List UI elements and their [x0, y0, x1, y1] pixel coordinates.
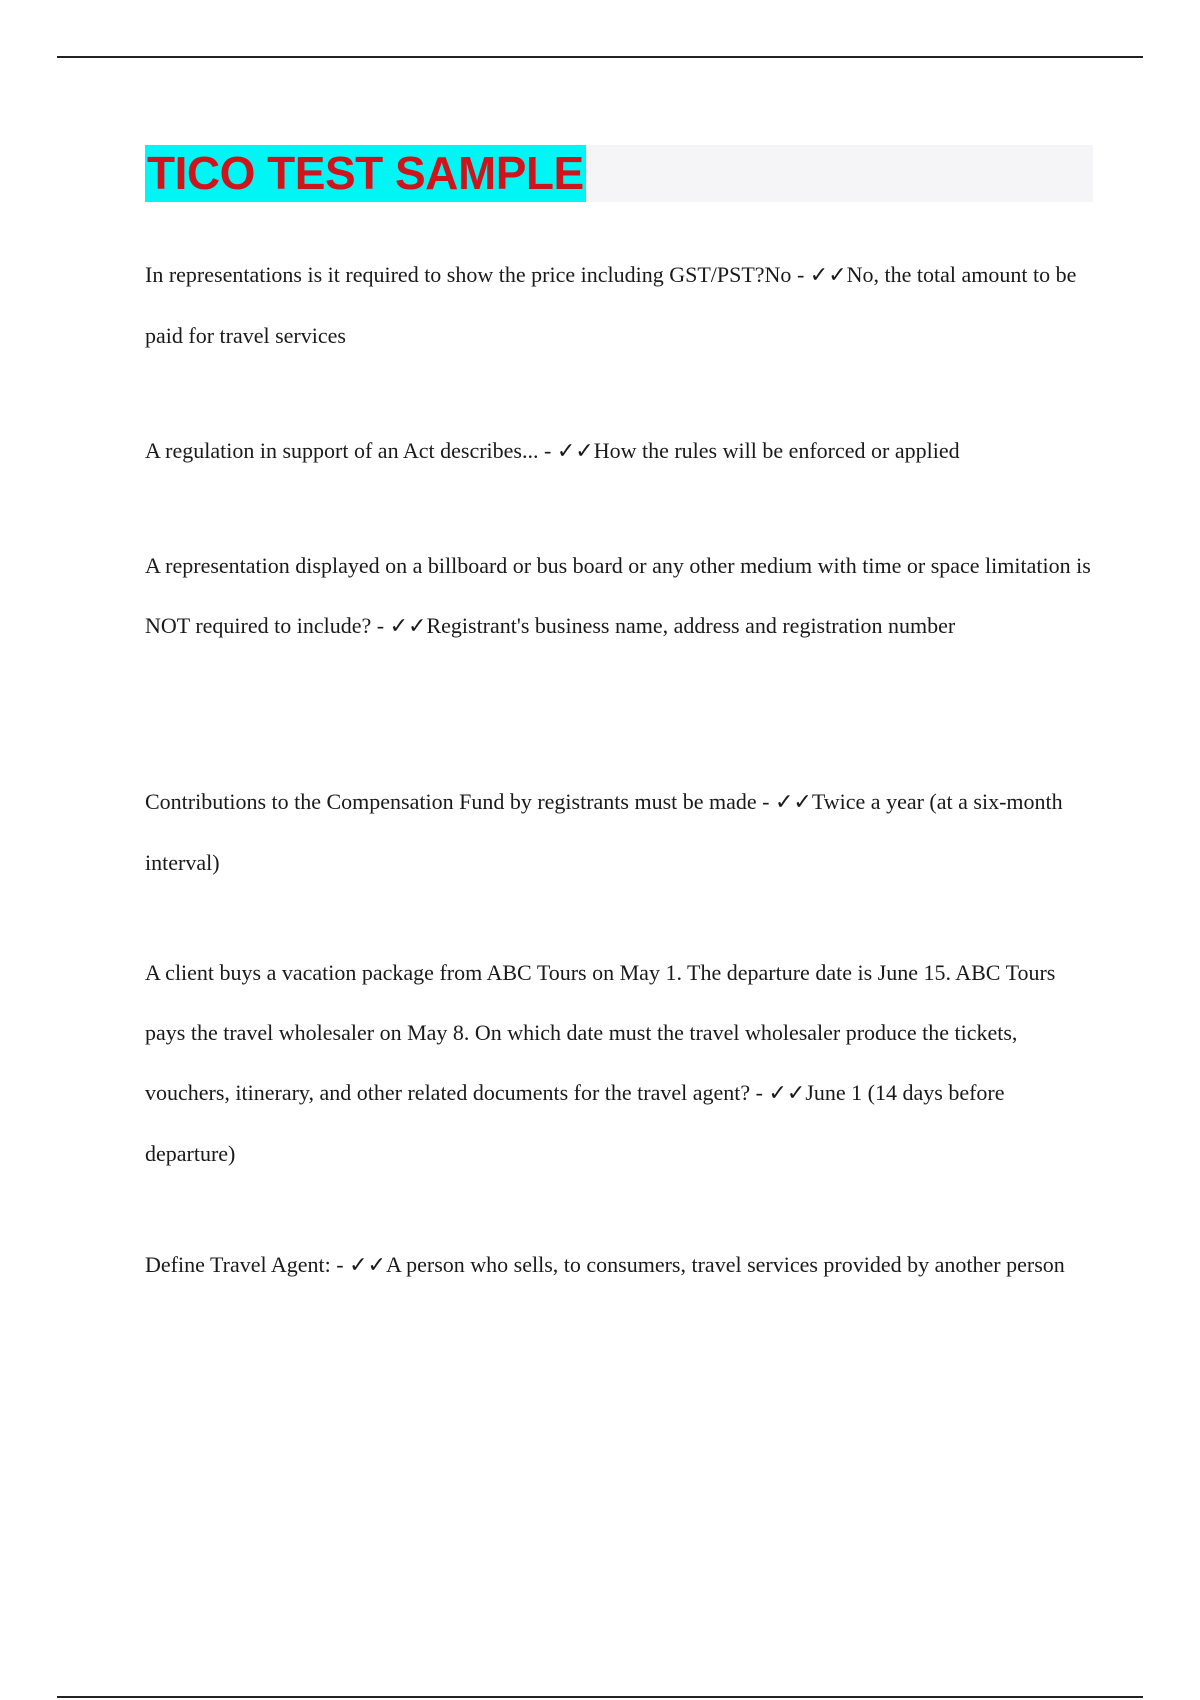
question-text: A client buys a vacation package from ABC Tours on May 1. The departure date is June 15. ABC Tours pays the travel wholesaler on May 8. On which date must the travel wholesaler produce the tickets, vouchers, itinerary, and other related documents for the travel agent?	[145, 960, 1056, 1105]
separator: -	[756, 789, 775, 814]
question-text: Contributions to the Compensation Fund by registrants must be made	[145, 789, 757, 814]
answer-text: How the rules will be enforced or applied	[593, 438, 960, 463]
qa-item-6	[145, 1235, 1100, 1296]
check-icon: ✓✓	[556, 439, 594, 464]
qa-item-1	[145, 245, 1100, 366]
top-rule	[57, 56, 1143, 58]
check-icon: ✓✓	[349, 1253, 386, 1278]
question-text: A regulation in support of an Act describes...	[145, 438, 539, 463]
title-band	[145, 145, 1093, 202]
separator: -	[750, 1080, 769, 1105]
check-icon: ✓✓	[809, 263, 847, 288]
answer-text: No, the total amount to be paid for travel services	[145, 262, 1077, 348]
answer-text: A person who sells, to consumers, travel services provided by another person	[385, 1252, 1065, 1277]
qa-item-2	[145, 421, 1100, 482]
qa-item-3	[145, 536, 1100, 657]
qa-item-4	[145, 772, 1100, 893]
answer-text: Registrant's business name, address and registration number	[426, 613, 956, 638]
question-text: In representations is it required to show the price including GST/PST?No	[145, 262, 792, 287]
separator: -	[791, 262, 810, 287]
separator: -	[330, 1252, 350, 1277]
question-text: A representation displayed on a billboard or bus board or any other medium with time or space limitation is NOT required to include?	[145, 553, 1091, 638]
check-icon: ✓✓	[768, 1081, 806, 1106]
separator: -	[371, 613, 390, 638]
separator: -	[538, 438, 557, 463]
page-title: TICO TEST SAMPLE	[145, 145, 586, 202]
answer-text: Twice a year (at a six-month interval)	[145, 789, 1063, 875]
answer-text: June 1 (14 days before departure)	[145, 1080, 1005, 1166]
bottom-rule	[57, 1696, 1143, 1698]
qa-item-5	[145, 943, 1100, 1184]
check-icon: ✓✓	[775, 790, 812, 815]
question-text: Define Travel Agent:	[145, 1252, 331, 1277]
check-icon: ✓✓	[389, 614, 427, 639]
